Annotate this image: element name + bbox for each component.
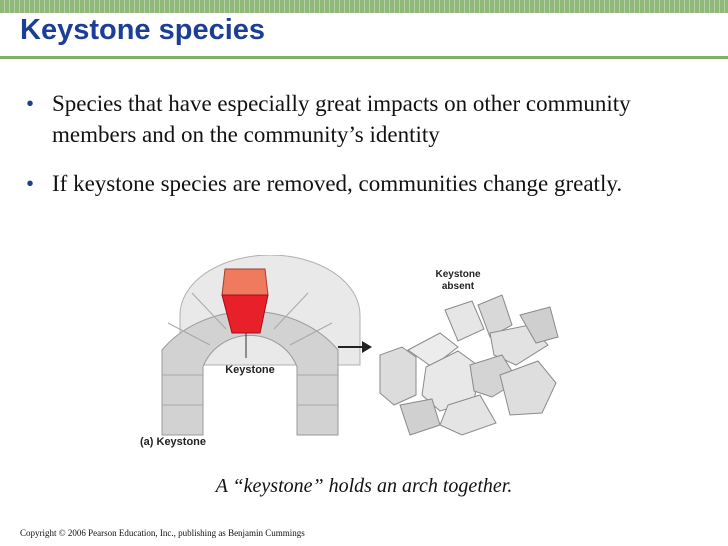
bullet-text: Species that have especially great impacts on other community members and on the community’s identity bbox=[52, 91, 631, 147]
bullet-icon: • bbox=[26, 91, 35, 116]
slide-title: Keystone species bbox=[20, 14, 266, 46]
bullet-list bbox=[26, 88, 706, 217]
collapsed-arch bbox=[380, 295, 558, 435]
panel-label: (a) Keystone bbox=[140, 436, 207, 448]
figure-caption bbox=[0, 475, 728, 498]
bullet-item bbox=[26, 168, 706, 199]
bullet-text: If keystone species are removed, communities change greatly. bbox=[52, 171, 623, 196]
absent-label-line1: Keystone bbox=[435, 269, 481, 280]
bullet-item bbox=[26, 88, 706, 150]
top-accent-bar bbox=[0, 0, 728, 13]
copyright-footer: Copyright © 2006 Pearson Education, Inc., publishing as Benjamin Cummings bbox=[20, 528, 305, 538]
keystone-arch-figure bbox=[140, 255, 580, 455]
absent-label-line2: absent bbox=[441, 281, 475, 292]
keystone-top bbox=[222, 269, 268, 295]
title-divider bbox=[0, 56, 728, 59]
keystone-label: Keystone bbox=[225, 364, 275, 376]
bullet-icon: • bbox=[26, 171, 35, 196]
intact-arch bbox=[162, 255, 360, 435]
caption-text: A “keystone” holds an arch together. bbox=[215, 475, 513, 497]
